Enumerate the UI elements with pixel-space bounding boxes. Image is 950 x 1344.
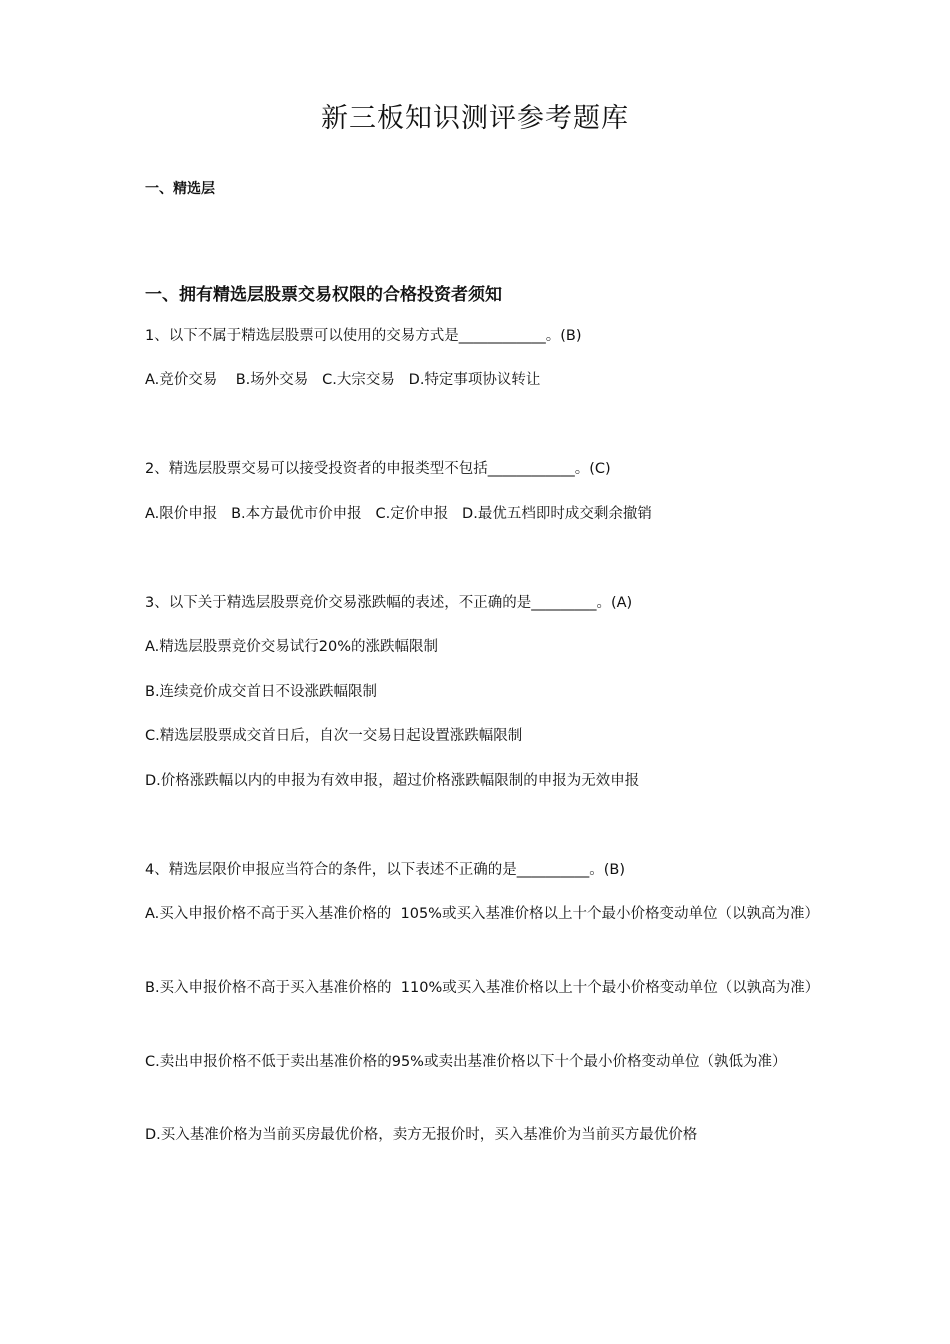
question-4-option-a: A.买入申报价格不高于买入基准价格的 105%或买入基准价格以上十个最小价格变动单位（以孰高为准） [145, 906, 819, 922]
question-4-stem: 4、精选层限价申报应当符合的条件，以下表述不正确的是__________。(B) [145, 862, 625, 878]
question-2-stem: 2、精选层股票交易可以接受投资者的申报类型不包括____________。(C) [145, 461, 611, 477]
question-4-option-d: D.买入基准价格为当前买房最优价格，卖方无报价时，买入基准价为当前买方最优价格 [145, 1127, 698, 1143]
question-3-option-d: D.价格涨跌幅以内的申报为有效申报，超过价格涨跌幅限制的申报为无效申报 [145, 773, 640, 789]
section-heading: 一、拥有精选层股票交易权限的合格投资者须知 [145, 285, 502, 305]
question-2-options: A.限价申报 B.本方最优市价申报 C.定价申报 D.最优五档即时成交剩余撤销 [145, 506, 652, 522]
section-label: 一、精选层 [145, 181, 215, 197]
question-1-stem: 1、以下不属于精选层股票可以使用的交易方式是____________。(B) [145, 328, 582, 344]
question-1-options: A.竞价交易 B.场外交易 C.大宗交易 D.特定事项协议转让 [145, 372, 541, 388]
document-title: 新三板知识测评参考题库 [321, 103, 629, 134]
question-4-option-c: C.卖出申报价格不低于卖出基准价格的95%或卖出基准价格以下十个最小价格变动单位（孰低为准） [145, 1054, 787, 1070]
question-3-option-c: C.精选层股票成交首日后，自次一交易日起设置涨跌幅限制 [145, 728, 523, 744]
question-3-stem: 3、以下关于精选层股票竞价交易涨跌幅的表述，不正确的是_________。(A) [145, 595, 633, 611]
question-3-option-a: A.精选层股票竞价交易试行20%的涨跌幅限制 [145, 639, 439, 655]
question-4-option-b: B.买入申报价格不高于买入基准价格的 110%或买入基准价格以上十个最小价格变动单位（以孰高为准） [145, 980, 820, 996]
question-3-option-b: B.连续竞价成交首日不设涨跌幅限制 [145, 684, 378, 700]
